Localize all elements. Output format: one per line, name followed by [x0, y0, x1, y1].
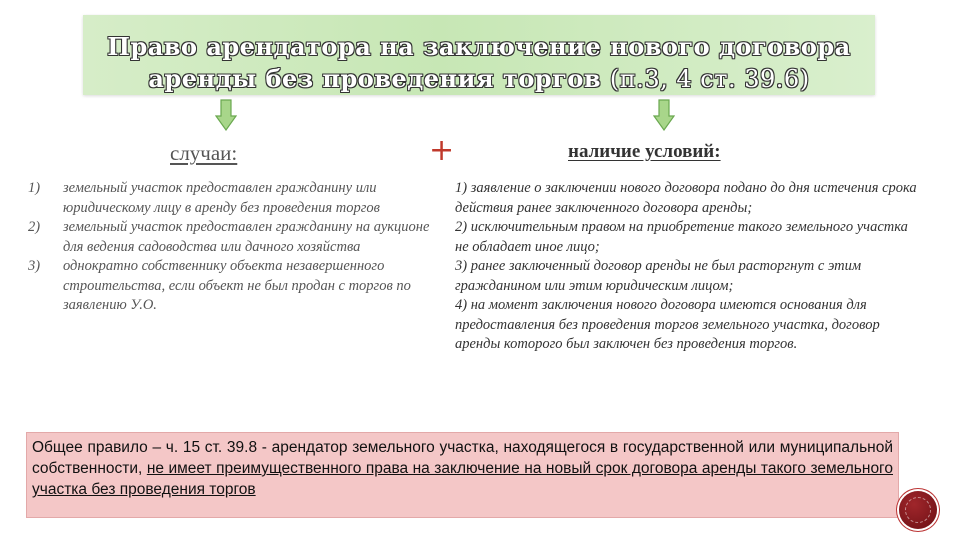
condition-item: 2) исключительным правом на приобретение такого земельного участка не обладает иное лицо; — [455, 219, 908, 255]
condition-item: 3) ранее заключенный договор аренды не был расторгнут с этим гражданином или этим юридическим лицом; — [455, 258, 862, 294]
plus-sign: + — [429, 133, 455, 168]
list-item-number: 2) — [28, 219, 41, 235]
title-line-2-text: аренды без проведения торгов — [148, 64, 602, 93]
title-line-2 — [83, 63, 875, 95]
list-item — [28, 179, 446, 218]
list-item-text: однократно собственнику объекта незавершенного строительства, если объект не был продан с торгов по заявлению У.О. — [63, 258, 411, 313]
list-item-text: земельный участок предоставлен гражданину или юридическому лицу в аренду без проведения торгов — [63, 180, 380, 216]
title-banner — [83, 15, 875, 95]
title-reference: (п.3, 4 ст. 39.6) — [609, 65, 810, 93]
general-rule-text — [32, 437, 893, 500]
conditions-heading: наличие условий: — [568, 141, 721, 162]
general-rule-box — [26, 432, 899, 518]
slide-title — [83, 31, 875, 95]
arrow-down-icon — [215, 99, 237, 131]
slide-badge-icon — [899, 491, 937, 529]
badge-ring — [905, 497, 931, 523]
arrow-down-icon — [653, 99, 675, 131]
list-item-number: 1) — [28, 180, 41, 196]
list-item — [28, 218, 446, 257]
list-item — [28, 257, 446, 316]
general-rule-intro: Общее правило – ч. 15 ст. 39.8 - арендатор земельного участка, находящегося в государственной или муниципальной собственности, — [32, 439, 893, 477]
cases-list — [28, 179, 446, 316]
cases-heading: случаи: — [170, 141, 238, 165]
condition-item: 1) заявление о заключении нового договора подано до дня истечения срока действия ранее заключенного договора аренды; — [455, 180, 917, 216]
title-line-1: Право арендатора на заключение нового договора — [107, 32, 851, 61]
conditions-list — [455, 179, 925, 355]
general-rule-emphasis: не имеет преимущественного права на заключение на новый срок договора аренды такого земельного участка без проведения торгов — [32, 460, 893, 498]
condition-item: 4) на момент заключения нового договора имеются основания для предоставления без проведения торгов земельного участка, договор аренды которого был заключен без проведения торгов. — [455, 297, 880, 352]
list-item-number: 3) — [28, 258, 41, 274]
list-item-text: земельный участок предоставлен гражданину на аукционе для ведения садоводства или дачного хозяйства — [63, 219, 430, 255]
